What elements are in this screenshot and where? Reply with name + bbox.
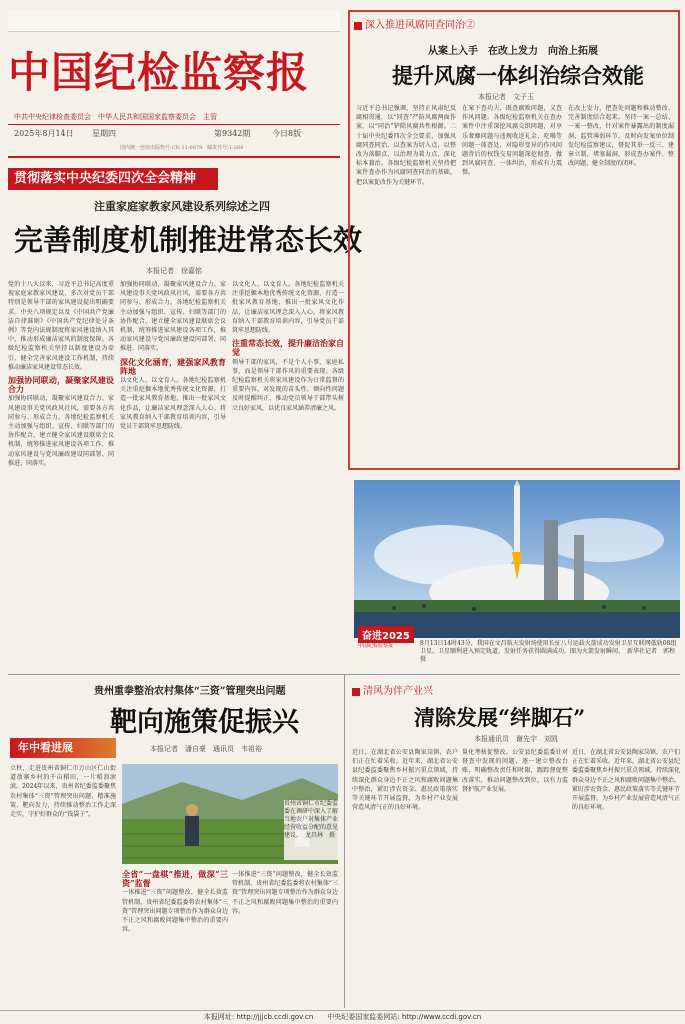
lead-byline: 本报记者 徐嘉铭 xyxy=(146,267,202,275)
hubei-headline[interactable]: 清除发展“绊脚石” xyxy=(414,705,586,730)
hubei-kicker: 清风为伴产业兴 xyxy=(352,682,433,697)
hubei-col-2: 量化考核促整改。公安县纪委监委针对督查中发现的问题，逐一建立整改台账，明确整改责任和时限，跟踪督促整改落实，推动问题整改到位，以有力监督护航产业发展。 xyxy=(462,749,568,793)
feature-headline[interactable]: 提升风腐一体纠治综合效能 xyxy=(392,63,644,88)
logo-subtext: 中国纪检监察报 xyxy=(358,643,394,649)
hubei-byline: 本报通讯员 谢先宇 刘凯 xyxy=(474,735,558,743)
top-bar xyxy=(8,10,340,32)
lead-col-2: 加强协同联动，凝聚家风建设合力。家风建设事关党风政风社风，需要各方共同参与、形成合力。各地纪检监察机关主动加强与组织、宣传、妇联等部门的协作配合，建立健全家风建设联席会议机制，统筹推进家风建设各项工作，推动家风建设与党风廉政建设同部署、同推进、同落实。 深化文化涵育，建强家风教育阵地 以文化人、以文育人。各地纪检监察机关注重挖掘本地优秀传统文化资源，打造一批家风教育基地，推出一批家风文化作品，让廉洁家风理念深入人心。将家风教育纳入干部教育培训内容，引导党员干部筑牢思想防线。 xyxy=(120,281,226,431)
masthead-rule xyxy=(8,156,340,158)
lead-col-3: 以文化人、以文育人。各地纪检监察机关注重挖掘本地优秀传统文化资源，打造一批家风教育基地，推出一批家风文化作品，让廉洁家风理念深入人心。将家风教育纳入干部教育培训内容，引导党员干部筑牢思想防线。 注重常态长效，提升廉洁治家自觉 领导干部的家风，不是个人小事、家庭私事，而是领导干部作风的重要表现。各级纪检监察机关将家风建设作为日常监督的重要内容，对发现的苗头性、倾向性问题及时提醒纠正，推动党员领导干部带头树立良好家风，以优良家风涵养清廉之风。 xyxy=(232,281,344,412)
feature-col-1: 习近平总书记强调，坚持正风肃纪反腐相贯通，以“同查”严防风腐两面作案，以“同治”铲除风腐共性根源。二十届中央纪委四次全会要求，加强风腐同查同治，以查案为切入点，以整改为落脚点，以治理为着力点，深化标本兼治。各级纪检监察机关坚持把案件查办作为风腐同查同治的基础，把以案促改作为关键环节。 xyxy=(356,105,456,186)
guizhou-col-2: 全省“一盘棋”推进，做深“三资”监督 一体推进“三资”问题整改，健全长效监管机制，贵州省纪委监委将农村集体“三资”管理突出问题专项整治作为群众身边不正之风和腐败问题集中整治的重要内容。 xyxy=(122,869,228,934)
guizhou-byline: 本报记者 潘自豪 通讯员 韦祖裕 xyxy=(150,745,262,753)
field-photo-caption: 贵州省铜仁市纪委监委在调研中深入了解当地农户对集体产业经营收益分配的意见建议。 龙昌林 摄 xyxy=(284,800,338,860)
launch-photo xyxy=(354,480,680,638)
lead-kicker: 注重家庭家教家风建设系列综述之四 xyxy=(94,200,270,213)
guizhou-subhead: 全省“一盘棋”推进，做深“三资”监督 xyxy=(122,869,228,889)
feature-col-3: 在改上发力，把查处问题和推动整改、完善制度结合起来。坚持一案一总结、一案一整改，针对案件暴露出的制度漏洞、监管薄弱环节，及时向发案单位制发纪检监察建议，督促其举一反三、建章立制，堵塞漏洞，形成查办案件、整改问题、健全制度的闭环。 xyxy=(568,105,674,168)
lead-headline[interactable]: 完善制度机制推进常态长效 xyxy=(14,223,363,257)
lead-subhead-1: 加强协同联动，凝聚家风建设合力 xyxy=(8,375,114,395)
feature-col-2: 在案下查功夫，既查腐败问题，又查作风问题。各级纪检监察机关在查办案件中注重深挖风腐交织问题，对享乐奢靡问题与违规收送礼金、吃喝等问题一体查处，对隐形变异的作风问题背后的权钱交易问题深挖彻查，做到风腐同查、一体纠治，形成有力震慑。 xyxy=(462,105,562,177)
footer[interactable]: 本报网址: http://jjjcb.ccdi.gov.cn 中央纪委国家监委网站: http://www.ccdi.gov.cn xyxy=(0,1010,685,1024)
launch-caption: 8月13日14时43分，我国在文昌航天发射场使用长征八号运载火箭成功发射卫星互联网低轨08组卫星。卫星顺利进入预定轨道，发射任务获得圆满成功。图为火箭发射瞬间。 新华社记者 郭程 摄 xyxy=(420,640,682,663)
guizhou-col-3: 一体推进“三资”问题整改，健全长效监管机制，贵州省纪委监委将农村集体“三资”管理突出问题专项整治作为群众身边不正之风和腐败问题集中整治的重要内容。 xyxy=(232,871,338,915)
launch-photo-svg xyxy=(354,480,680,638)
masthead-title: 中国纪检监察报 xyxy=(8,48,310,97)
column-rule xyxy=(344,674,345,1008)
lead-col-1: 党的十八大以来，习近平总书记高度重视家庭家教家风建设，多次对党员干部特别是领导干部的家风建设提出明确要求。中央八项规定以及《中国共产党廉洁自律准则》《中国共产党纪律处分条例》等党内法规制度将家风建设纳入其中，推动形成廉洁家风的制度保障。各级纪检监察机关坚持以制度建设为牵引，健全完善家风建设工作机制，持续推动廉洁家风建设常态长效。 加强协同联动，凝聚家风建设合力 加强协同联动，凝聚家风建设合力。家风建设事关党风政风社风，需要各方共同参与、形成合力。各地纪检监察机关主动加强与组织、宣传、妇联等部门的协作配合，建立健全家风建设联席会议机制，统筹推进家风建设各项工作，推动家风建设与党风廉政建设同部署、同推进、同落实。 xyxy=(8,281,114,467)
hubei-col-3: 近日，在湖北省公安县陶家岗镇，农户们正在忙着采收。近年来，湖北省公安县纪委监委聚焦乡村振兴重点领域，持续深化群众身边不正之风和腐败问题集中整治，紧盯涉农资金、惠民政策落实等关键环节开展监督，为乡村产业发展营造风清气正的良好环境。 xyxy=(572,749,681,812)
logo-badge: 奋进2025 xyxy=(358,626,414,643)
issue-pages: 今日8版 xyxy=(272,129,302,138)
feature-subtitle: 从案上入手 在改上发力 向治上拓展 xyxy=(428,46,598,57)
issue-weekday: 星期四 xyxy=(92,129,116,138)
hubei-col-1: 近日，在湖北省公安县陶家岗镇，农户们正在忙着采收。近年来，湖北省公安县纪委监委聚焦乡村振兴重点领域，持续深化群众身边不正之风和腐败问题集中整治，紧盯涉农资金、惠民政策落实等关键环节开展监督，为乡村产业发展营造风清气正的良好环境。 xyxy=(352,749,458,812)
feature-byline: 本报记者 文子玉 xyxy=(478,93,534,101)
publisher-line: 中共中央纪律检查委员会 中华人民共和国国家监察委员会 主管 xyxy=(14,113,217,121)
lead-subhead-2: 深化文化涵育，建强家风教育阵地 xyxy=(120,356,226,376)
section-marker-icon xyxy=(354,22,362,30)
year-progress-tab: 年中看进展 xyxy=(10,738,116,758)
lead-subhead-3: 注重常态长效，提升廉洁治家自觉 xyxy=(232,338,344,358)
issue-number: 第9342期 xyxy=(214,129,251,138)
section-banner: 贯彻落实中央纪委四次全会精神 xyxy=(8,168,218,190)
guizhou-headline[interactable]: 靶向施策促振兴 xyxy=(110,707,299,738)
divider xyxy=(8,124,340,125)
section-marker-icon xyxy=(352,688,360,696)
publication-codes: 国内统一连续出版物号:CN 11-0078 邮发代号:1-204 xyxy=(120,145,244,151)
guizhou-kicker: 贵州重拳整治农村集体“三资”管理突出问题 xyxy=(94,686,286,697)
feature-kicker: 深入推进风腐同查同治② xyxy=(354,16,475,31)
guizhou-col-1: 立秋，走进贵州省铜仁市万山区仁山街道敖寨乡村的千亩稻田，一片稻浪滚滚。2024年以来，贵州省纪委监委聚焦农村集体“三资”管理突出问题，精准施策、靶向发力，持续推动整治工作走深走实，守护好群众的“钱袋子”。 xyxy=(10,765,116,819)
issue-date: 2025年8月14日 xyxy=(14,129,74,138)
